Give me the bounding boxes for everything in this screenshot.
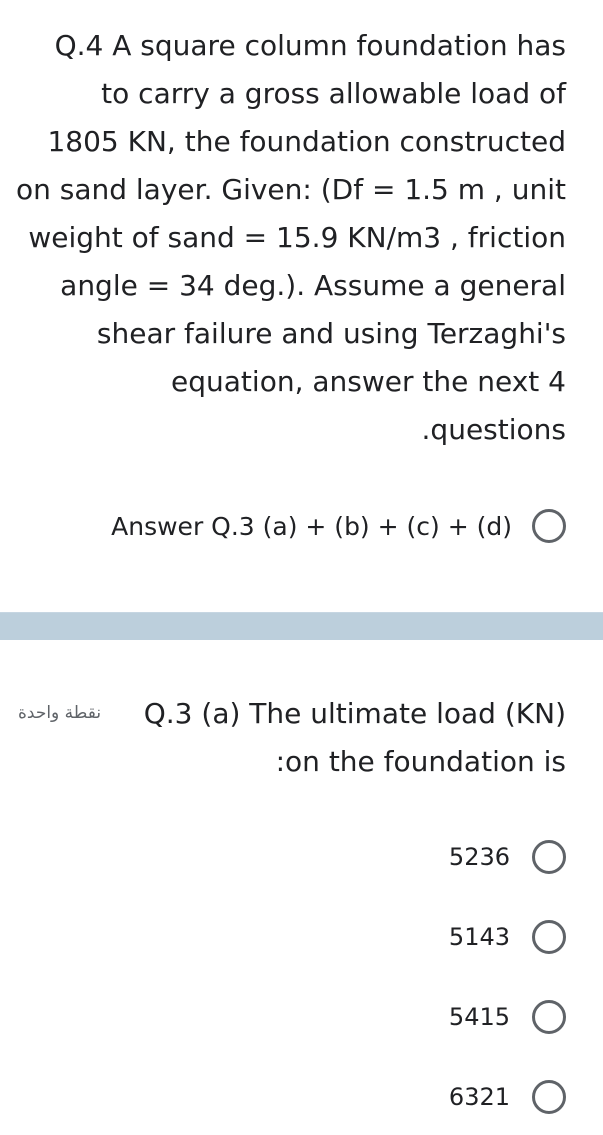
option-row-5415[interactable] <box>449 995 566 1039</box>
option-row-5143[interactable] <box>449 915 566 959</box>
question-line: 1805 KN, the foundation constructed <box>47 125 566 158</box>
answer-option-label: Answer Q.3 (a) + (b) + (c) + (d) <box>111 511 512 541</box>
option-label: 5236 <box>448 843 510 871</box>
question-line: :on the foundation is <box>275 745 566 778</box>
question-text-q4 <box>6 22 566 454</box>
question-line: on sand layer. Given: (Df = 1.5 m , unit <box>15 173 566 206</box>
option-label: 6321 <box>448 1083 510 1111</box>
answer-option-row[interactable] <box>111 503 566 549</box>
option-radio[interactable] <box>532 1000 566 1034</box>
option-radio[interactable] <box>532 920 566 954</box>
question-line: Q.4 A square column foundation has <box>54 29 566 62</box>
question-line: Q.3 (a) The ultimate load (KN) <box>143 697 566 730</box>
question-line: equation, answer the next 4 <box>171 365 566 398</box>
question-text-q3a <box>136 690 566 786</box>
question-line: weight of sand = 15.9 KN/m3 , friction <box>28 221 566 254</box>
question-line: to carry a gross allowable load of <box>101 77 566 110</box>
question-line: shear failure and using Terzaghi's <box>96 317 566 350</box>
option-row-5236[interactable] <box>449 835 566 879</box>
option-label: 5415 <box>448 1003 510 1031</box>
question-line: angle = 34 deg.). Assume a general <box>60 269 566 302</box>
answer-option-radio[interactable] <box>532 509 566 543</box>
option-row-6321[interactable] <box>449 1075 566 1119</box>
option-label: 5143 <box>448 923 510 951</box>
option-radio[interactable] <box>532 1080 566 1114</box>
question-line: .questions <box>421 413 566 446</box>
section-divider <box>0 612 603 641</box>
option-radio[interactable] <box>532 840 566 874</box>
points-badge: نقطة واحدة <box>18 703 102 723</box>
